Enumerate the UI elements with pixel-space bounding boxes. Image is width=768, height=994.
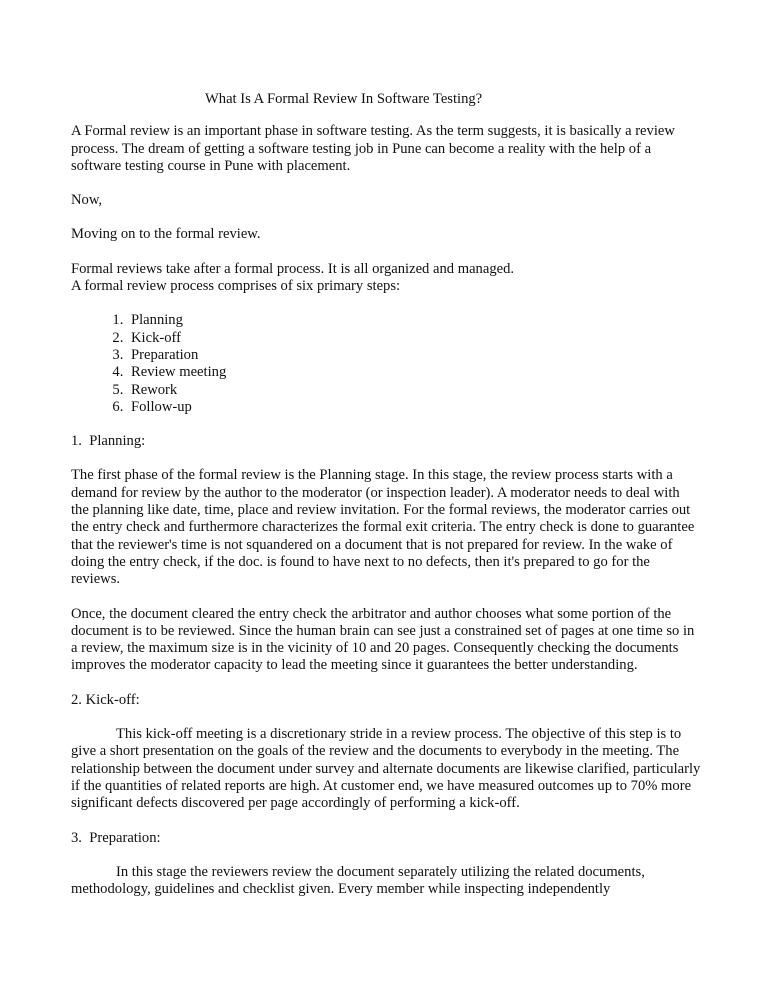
planning-paragraph-2: Once, the document cleared the entry check the arbitrator and author chooses what some portion of the document is to be reviewed. Since the human brain can see just a constrained set of pages at one time so in a review, the maximum size is in the vicinity of 10 and 20 pages. Consequently checking the documents improves the moderator capacity to lead the meeting since it guarantees the better understanding. bbox=[71, 605, 695, 674]
preparation-paragraph: In this stage the reviewers review the document separately utilizing the related documents, methodology, guidelines and checklist given. Every member while inspecting independently bbox=[71, 863, 645, 898]
moving-on-paragraph: Moving on to the formal review. bbox=[71, 226, 261, 243]
document-title: What Is A Formal Review In Software Testing? bbox=[205, 91, 483, 107]
preparation-heading: 3. Preparation: bbox=[71, 829, 161, 846]
steps-list bbox=[71, 312, 701, 416]
list-item: 2. Kick-off bbox=[127, 330, 701, 347]
kickoff-heading: 2. Kick-off: bbox=[71, 691, 140, 708]
list-item: 5. Rework bbox=[127, 382, 701, 399]
document-page bbox=[71, 91, 701, 915]
planning-paragraph-1: The first phase of the formal review is the Planning stage. In this stage, the review process starts with a demand for review by the author to the moderator (or inspection leader). A moderator needs to deal with the planning like date, time, place and review invitation. For the formal reviews, the moderator carries out the entry check and furthermore characterizes the formal exit criteria. The entry check is done to guarantee that the reviewer's time is not squandered on a document that is not prepared for review. In the wake of doing the entry check, if the doc. is found to have next to no defects, then it's prepared to go for the reviews. bbox=[71, 467, 695, 588]
planning-heading: 1. Planning: bbox=[71, 433, 146, 450]
list-item: 4. Review meeting bbox=[127, 364, 701, 381]
list-item: 3. Preparation bbox=[127, 347, 701, 364]
list-item: 1. Planning bbox=[127, 312, 701, 329]
now-paragraph: Now, bbox=[71, 192, 103, 209]
kickoff-paragraph: This kick-off meeting is a discretionary stride in a review process. The objective of this step is to give a short presentation on the goals of the review and the documents to everybody in the meeting. The relationship between the document under survey and alternate documents are likewise clarified, particularly if the quantities of related reports are high. At customer end, we have measured outcomes up to 70% more significant defects discovered per page accordingly of performing a kick-off. bbox=[71, 726, 701, 812]
formal-process-paragraph: Formal reviews take after a formal process. It is all organized and managed. bbox=[71, 260, 515, 277]
intro-paragraph: A Formal review is an important phase in software testing. As the term suggests, it is basically a review process. The dream of getting a software testing job in Pune can become a reality with the help of a software testing course in Pune with placement. bbox=[71, 123, 675, 174]
steps-intro-paragraph: A formal review process comprises of six primary steps: bbox=[71, 278, 401, 295]
list-item: 6. Follow-up bbox=[127, 399, 701, 416]
